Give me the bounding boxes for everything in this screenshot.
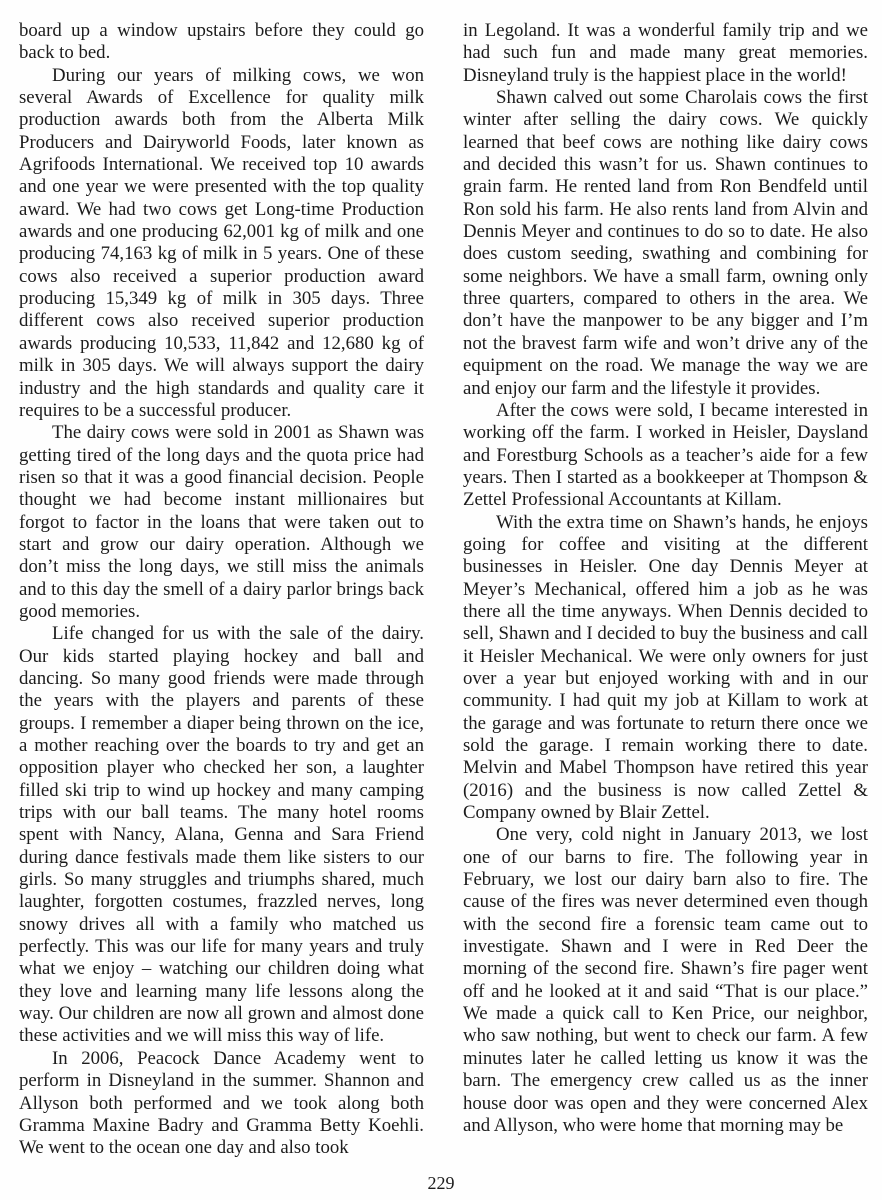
- paragraph: board up a window upstairs before they could go back to bed.: [19, 20, 424, 64]
- page-number: 229: [427, 1173, 455, 1193]
- page-body: [19, 20, 868, 1160]
- paragraph: During our years of milking cows, we won several Awards of Excellence for quality milk production awards both from the Alberta Milk Producers and Dairyworld Foods, later known as Agrifoods International. We received top 10 awards and one year we were presented with the top quality award. We had two cows get Long-time Production awards and one producing 62,001 kg of milk and one producing 74,163 kg of milk in 5 years. One of these cows also received a superior production award producing 15,349 kg of milk in 305 days. Three different cows also received superior production awards producing 10,533, 11,842 and 12,680 kg of milk in 305 days. We will always support the dairy industry and the high standards and quality care it requires to be a successful producer.: [19, 64, 424, 421]
- text-column-left: [19, 20, 424, 1160]
- paragraph: Life changed for us with the sale of the dairy. Our kids started playing hockey and ball and dancing. So many good friends were made through the years with the players and parents of these groups. I remember a diaper being thrown on the ice, a mother reaching over the boards to try and get an opposition player who checked her son, a laughter filled ski trip to wind up hockey and many camping trips with our ball teams. The many hotel rooms spent with Nancy, Alana, Genna and Sara Friend during dance festivals made them like sisters to our girls. So many struggles and triumphs shared, much laughter, forgotten costumes, frazzled nerves, long snowy drives all with a family who matched us perfectly. This was our life for many years and truly what we enjoy – watching our children doing what they love and learning many life lessons along the way. Our children are now all grown and almost done these activities and we will miss this way of life.: [19, 623, 424, 1047]
- paragraph: Shawn calved out some Charolais cows the first winter after selling the dairy cows. We quickly learned that beef cows are nothing like dairy cows and decided this wasn’t for us. Shawn continues to grain farm. He rented land from Ron Bendfeld until Ron sold his farm. He also rents land from Alvin and Dennis Meyer and continues to do so to date. He also does custom seeding, swathing and combining for some neighbors. We have a small farm, owning only three quarters, compared to others in the area. We don’t have the manpower to be any bigger and I’m not the bravest farm wife and won’t drive any of the equipment on the road. We manage the way we are and enjoy our farm and the lifestyle it provides.: [463, 87, 868, 399]
- paragraph: With the extra time on Shawn’s hands, he enjoys going for coffee and visiting at the different businesses in Heisler. One day Dennis Meyer at Meyer’s Mechanical, offered him a job as he was there all the time anyways. When Dennis decided to sell, Shawn and I decided to buy the business and call it Heisler Mechanical. We were only owners for just over a year but enjoyed working with and in our community. I had quit my job at Killam to work at the garage and was fortunate to return there once we sold the garage. I remain working there to date. Melvin and Mabel Thompson have retired this year (2016) and the business is now called Zettel & Company owned by Blair Zettel.: [463, 511, 868, 824]
- paragraph: In 2006, Peacock Dance Academy went to perform in Disneyland in the summer. Shannon and Allyson both performed and we took along both Gramma Maxine Badry and Gramma Betty Koehli. We went to the ocean one day and also took: [19, 1047, 424, 1159]
- text-column-right: [463, 20, 868, 1160]
- paragraph: The dairy cows were sold in 2001 as Shawn was getting tired of the long days and the quota price had risen so that it was a good financial decision. People thought we had become instant millionaires but forgot to factor in the loans that were taken out to start and grow our dairy operation. Although we don’t miss the long days, we still miss the animals and to this day the smell of a dairy parlor brings back good memories.: [19, 422, 424, 622]
- paragraph: in Legoland. It was a wonderful family trip and we had such fun and made many great memories. Disneyland truly is the happiest place in the world!: [463, 20, 868, 86]
- paragraph: One very, cold night in January 2013, we lost one of our barns to fire. The following year in February, we lost our dairy barn also to fire. The cause of the fires was never determined even though with the second fire a forensic team came out to investigate. Shawn and I were in Red Deer the morning of the second fire. Shawn’s fire pager went off and he looked at it and said “That is our place.” We made a quick call to Ken Price, our neighbor, who saw nothing, but went to check our farm. A few minutes later he called letting us know it was the barn. The emergency crew called us as the inner house door was open and they were concerned Alex and Allyson, who were home that morning may be: [463, 824, 868, 1136]
- paragraph: After the cows were sold, I became interested in working off the farm. I worked in Heisler, Daysland and Forestburg Schools as a teacher’s aide for a few years. Then I started as a bookkeeper at Thompson & Zettel Professional Accountants at Killam.: [463, 399, 868, 511]
